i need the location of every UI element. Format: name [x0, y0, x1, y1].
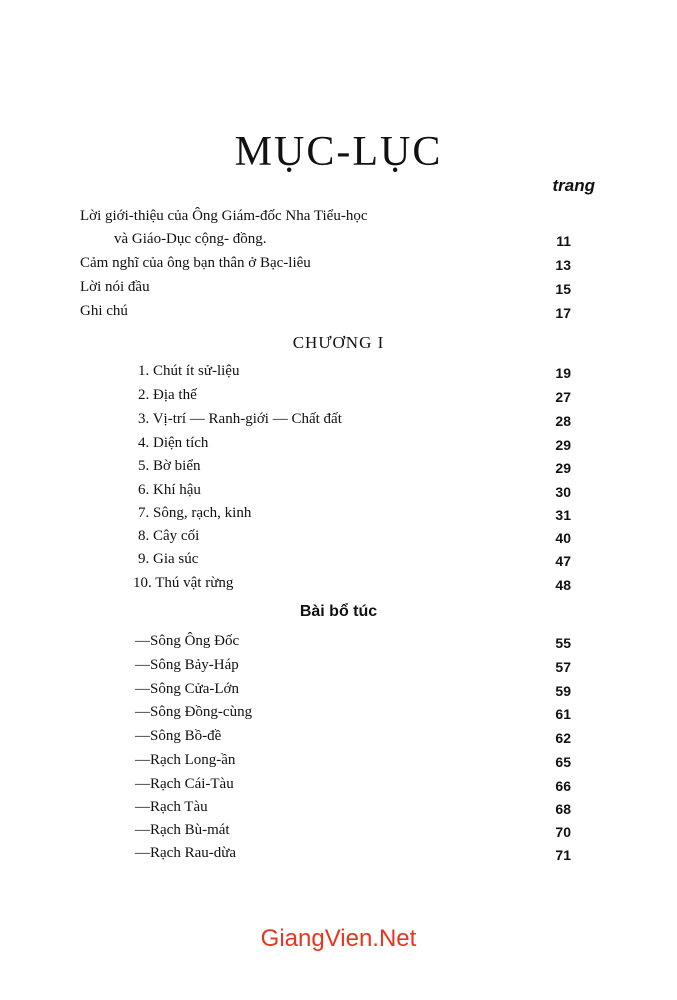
toc-page: 31: [555, 507, 571, 523]
toc-page: 30: [555, 484, 571, 500]
toc-page-intro: 11: [556, 233, 571, 249]
toc-entry: —Rạch Cái-Tàu: [135, 776, 234, 792]
toc-entry: 4. Diện tích: [138, 435, 209, 451]
toc-page: 65: [555, 754, 571, 770]
page-column-label: trang: [552, 176, 595, 195]
toc-entry: —Sông Ông Đốc: [135, 633, 240, 649]
toc-page: 29: [555, 437, 571, 453]
toc-page: 59: [555, 683, 571, 699]
toc-entry-intro-line2: và Giáo-Dục cộng- đồng.: [114, 231, 267, 247]
toc-entry: —Rạch Rau-dừa: [135, 845, 237, 861]
toc-page: 29: [555, 460, 571, 476]
toc-page: 71: [555, 847, 571, 863]
toc-page: 57: [555, 659, 571, 675]
toc-page: 47: [555, 553, 571, 569]
toc-entry: —Rạch Tàu: [135, 799, 208, 815]
toc-entry: —Sông Cửa-Lớn: [135, 681, 239, 697]
toc-page-thoughts: 13: [555, 257, 571, 273]
toc-entry: 5. Bờ biển: [138, 458, 201, 474]
watermark-text: GiangVien.Net: [260, 925, 417, 952]
toc-entry-intro-line1: Lời giới-thiệu của Ông Giám-đốc Nha Tiểu-học: [80, 208, 368, 224]
toc-page-notes: 17: [555, 305, 571, 321]
toc-entry-notes: Ghi chú: [80, 303, 128, 319]
toc-entry: 8. Cây cối: [138, 528, 200, 544]
toc-page: 27: [555, 389, 571, 405]
toc-entry: —Sông Đồng-cùng: [135, 704, 253, 720]
toc-entry: 3. Vị-trí — Ranh-giới — Chất đất: [138, 411, 342, 427]
toc-entry: 10. Thú vật rừng: [133, 575, 234, 591]
toc-entry-thoughts: Cảm nghĩ của ông bạn thân ở Bạc-liêu: [80, 255, 311, 271]
toc-page: 55: [555, 635, 571, 651]
toc-entry: 7. Sông, rạch, kinh: [138, 505, 252, 521]
toc-entry: 9. Gia súc: [138, 551, 199, 567]
toc-page: 62: [555, 730, 571, 746]
toc-entry: 2. Địa thế: [138, 387, 197, 403]
toc-page: 70: [555, 824, 571, 840]
toc-entry: 6. Khí hậu: [138, 482, 201, 498]
supplement-heading: Bài bổ túc: [299, 603, 378, 620]
toc-page: 68: [555, 801, 571, 817]
toc-page: 28: [555, 413, 571, 429]
toc-entry: —Sông Bảy-Háp: [135, 657, 239, 673]
toc-page: 66: [555, 778, 571, 794]
toc-page-preface: 15: [555, 281, 571, 297]
toc-entry-preface: Lời nói đầu: [80, 279, 150, 295]
toc-page: 48: [555, 577, 571, 593]
page-title: MỤC-LỤC: [234, 129, 443, 175]
toc-entry: —Rạch Long-ần: [135, 752, 236, 768]
toc-entry: 1. Chút ít sử-liệu: [138, 363, 240, 379]
chapter-heading: CHƯƠNG I: [292, 333, 385, 352]
toc-page: 19: [555, 365, 571, 381]
toc-page: 61: [555, 706, 571, 722]
toc-page: 40: [555, 530, 571, 546]
toc-entry: —Rạch Bù-mát: [135, 822, 230, 838]
toc-entry: —Sông Bồ-đề: [135, 728, 222, 744]
